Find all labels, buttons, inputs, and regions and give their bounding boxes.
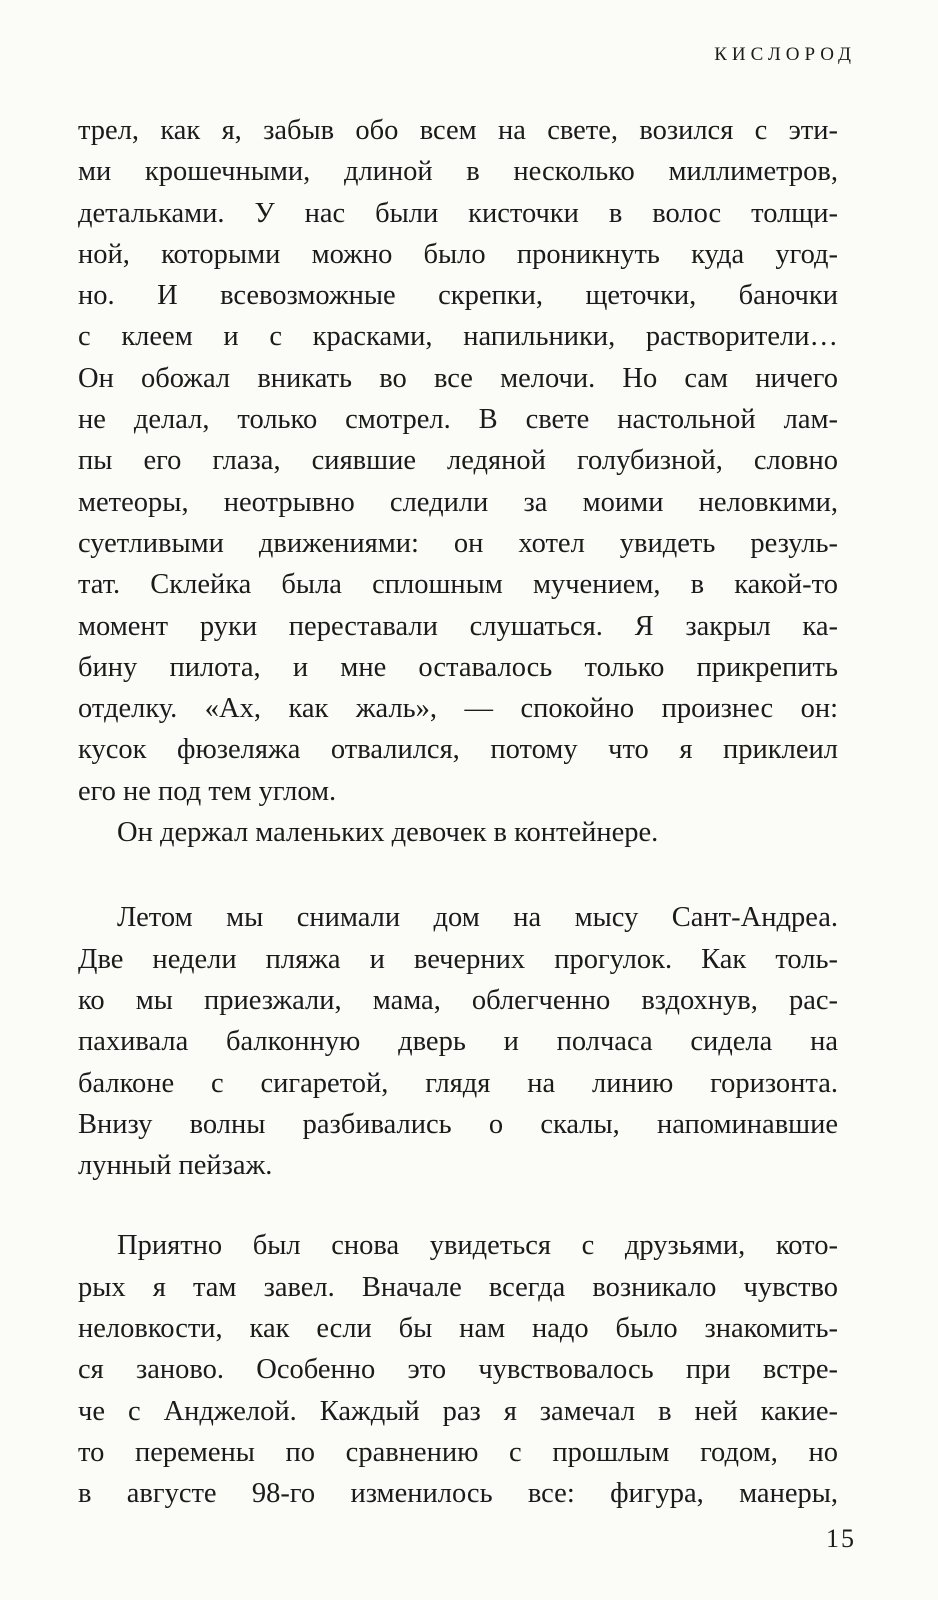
text-line: то перемены по сравнению с прошлым годом, но bbox=[78, 1436, 838, 1468]
text-line: Две недели пляжа и вечерних прогулок. Как толь- bbox=[78, 943, 838, 975]
running-head: КИСЛОРОД bbox=[714, 44, 856, 65]
paragraph bbox=[78, 897, 838, 1186]
text-line: бину пилота, и мне оставалось только прикрепить bbox=[78, 651, 838, 683]
text-line: Внизу волны разбивались о скалы, напоминавшие bbox=[78, 1108, 838, 1140]
text-line: трел, как я, забыв обо всем на свете, возился с эти- bbox=[78, 115, 838, 146]
text-line: не делал, только смотрел. В свете настольной лам- bbox=[78, 404, 838, 436]
text-line: ся заново. Особенно это чувствовалось при встре- bbox=[78, 1354, 838, 1386]
text-line: пы его глаза, сиявшие ледяной голубизной, словно bbox=[78, 445, 838, 477]
text-line: метеоры, неотрывно следили за моими неловкими, bbox=[78, 486, 838, 518]
text-line: неловкости, как если бы нам надо было знакомить- bbox=[78, 1313, 838, 1345]
text-line: момент руки переставали слушаться. Я закрыл ка- bbox=[78, 610, 838, 642]
text-line: его не под тем углом. bbox=[78, 775, 337, 807]
text-line: лунный пейзаж. bbox=[78, 1150, 273, 1182]
body-text bbox=[78, 110, 838, 1515]
text-line: суетливыми движениями: он хотел увидеть резуль- bbox=[78, 527, 838, 559]
page-number: 15 bbox=[826, 1524, 856, 1553]
text-line: ми крошечными, длиной в несколько миллиметров, bbox=[78, 156, 838, 188]
paragraph bbox=[78, 110, 838, 812]
text-line: пахивала балконную дверь и полчаса сидела на bbox=[78, 1026, 838, 1058]
text-line: отделку. «Ах, как жаль», — спокойно произнес он: bbox=[78, 693, 838, 725]
text-line: ной, которыми можно было проникнуть куда угод- bbox=[78, 238, 838, 270]
text-line: кусок фюзеляжа отвалился, потому что я приклеил bbox=[78, 734, 838, 766]
text-line: рых я там завел. Вначале всегда возникало чувство bbox=[78, 1271, 838, 1303]
paragraph bbox=[78, 1225, 838, 1514]
text-line: в августе 98-го изменилось все: фигура, манеры, bbox=[78, 1478, 838, 1510]
text-line: балконе с сигаретой, глядя на линию горизонта. bbox=[78, 1067, 838, 1099]
text-line: с клеем и с красками, напильники, растворители… bbox=[78, 321, 838, 353]
paragraph bbox=[78, 812, 838, 853]
text-line: но. И всевозможные скрепки, щеточки, баночки bbox=[78, 280, 838, 312]
text-line: Летом мы снимали дом на мысу Сант-Андреа. bbox=[117, 902, 838, 934]
text-line: че с Анджелой. Каждый раз я замечал в ней какие- bbox=[78, 1395, 838, 1427]
text-line: ко мы приезжали, мама, облегченно вздохнув, рас- bbox=[78, 984, 838, 1016]
text-line: Приятно был снова увидеться с друзьями, кото- bbox=[117, 1230, 838, 1262]
text-line: Он обожал вникать во все мелочи. Но сам ничего bbox=[78, 362, 838, 394]
text-line: тат. Склейка была сплошным мучением, в какой-то bbox=[78, 569, 838, 601]
text-line: Он держал маленьких девочек в контейнере. bbox=[117, 817, 659, 849]
text-line: детальками. У нас были кисточки в волос толщи- bbox=[78, 197, 838, 229]
